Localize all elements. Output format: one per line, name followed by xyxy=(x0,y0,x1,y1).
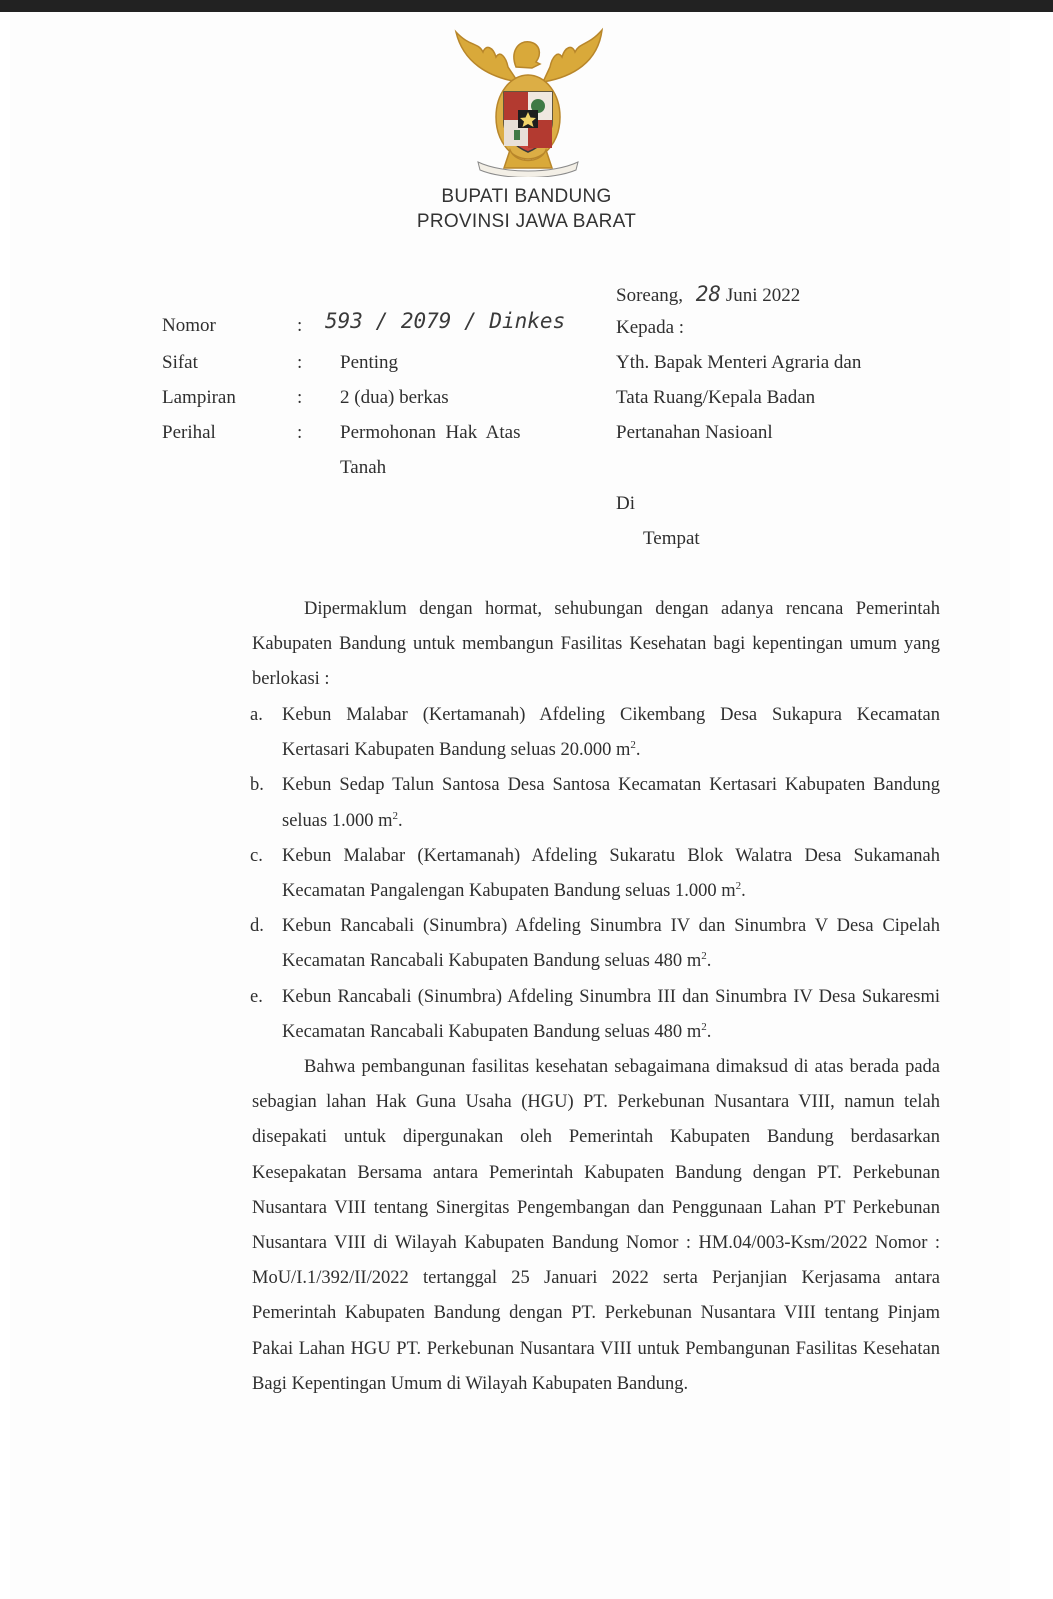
area-unit-exponent: 2 xyxy=(630,739,636,752)
list-item-text: Kebun Rancabali (Sinumbra) Afdeling Sinumbra III dan Sinumbra IV Desa Sukaresmi Kecamatan Rancabali Kabupaten Bandung seluas 480 xyxy=(282,986,940,1042)
list-marker: a. xyxy=(250,705,263,725)
lampiran-value: 2 (dua) berkas xyxy=(340,387,449,408)
header-line-1: BUPATI BANDUNG xyxy=(441,186,612,207)
sifat-value: Penting xyxy=(340,352,399,373)
body-intro: Dipermaklum dengan hormat, sehubungan dengan adanya rencana Pemerintah Kabupaten Bandung untuk membangun Fasilitas Kesehatan bagi kepentingan umum yang berlokasi : xyxy=(252,599,940,690)
area-unit: m xyxy=(378,810,393,831)
area-unit-exponent: 2 xyxy=(701,1020,707,1033)
location-list xyxy=(250,698,940,1050)
list-item: e. Kebun Rancabali (Sinumbra) Afdeling Sinumbra III dan Sinumbra IV Desa Sukaresmi Kecamatan Rancabali Kabupaten Bandung seluas 480 $m^2$. xyxy=(250,980,940,1050)
area-unit-exponent: 2 xyxy=(735,879,742,892)
list-item-text: Kebun Malabar (Kertamanah) Afdeling Cikembang Desa Sukapura Kecamatan Kertasari Kabupaten Bandung seluas 20.000 xyxy=(282,705,940,761)
sifat-colon: : xyxy=(297,352,303,373)
recipient-line-3: Pertanahan Nasioanl xyxy=(616,422,773,443)
list-item-text: Kebun Malabar (Kertamanah) Afdeling Sukaratu Blok Walatra Desa Sukamanah Kecamatan Pangalengan Kabupaten Bandung seluas 1.000 xyxy=(282,845,940,902)
date-day: 28 xyxy=(695,282,722,306)
body-closing: Bahwa pembangunan fasilitas kesehatan sebagaimana dimaksud di atas berada pada sebagian lahan Hak Guna Usaha (HGU) PT. Perkebunan Nusantara VIII, namun telah disepakati untuk dipergunakan oleh Pemerintah Kabupaten Bandung berdasarkan Kesepakatan Bersama antara Pemerintah Kabupaten Bandung dengan PT. Perkebunan Nusantara VIII tentang Sinergitas Pengembangan dan Penggunaan Lahan PT Perkebunan Nusantara VIII di Wilayah Kabupaten Bandung Nomor : HM.04/003-Ksm/2022 Nomor : MoU/I.1/392/II/2022 tertanggal 25 Januari 2022 serta Perjanjian Kerjasama antara Pemerintah Kabupaten Bandung dengan PT. Perkebunan Nusantara VIII tentang Pinjam Pakai Lahan HGU PT. Perkebunan Nusantara VIII untuk Pembangunan Fasilitas Kesehatan Bagi Kepentingan Umum di Wilayah Kabupaten Bandung. xyxy=(252,1057,940,1394)
date-place: Soreang, xyxy=(616,285,684,306)
area-unit-exponent: 2 xyxy=(701,950,707,963)
perihal-label: Perihal xyxy=(162,422,216,443)
perihal-value-line-2: Tanah xyxy=(340,457,387,478)
recipient-di: Di xyxy=(616,493,635,514)
perihal-colon: : xyxy=(297,422,303,443)
list-marker: c. xyxy=(250,845,263,866)
area-unit: m xyxy=(686,1021,702,1042)
lampiran-label: Lampiran xyxy=(162,387,236,408)
top-bar xyxy=(0,0,1053,12)
nomor-value: 593 / 2079 / Dinkes xyxy=(325,309,566,333)
list-item: c. Kebun Malabar (Kertamanah) Afdeling Sukaratu Blok Walatra Desa Sukamanah Kecamatan Pangalengan Kabupaten Bandung seluas 1.000 $m^2$. xyxy=(250,839,940,909)
list-marker: e. xyxy=(250,986,263,1007)
sifat-label: Sifat xyxy=(162,352,198,373)
perihal-value-line-1: Permohonan Hak Atas xyxy=(340,422,521,443)
lampiran-colon: : xyxy=(297,387,303,408)
recipient-tempat: Tempat xyxy=(643,528,700,549)
recipient-line-1: Yth. Bapak Menteri Agraria dan xyxy=(616,352,862,373)
list-item: a. Kebun Malabar (Kertamanah) Afdeling Cikembang Desa Sukapura Kecamatan Kertasari Kabupaten Bandung seluas 20.000 $m^2$. xyxy=(250,698,940,768)
list-item-text: Kebun Sedap Talun Santosa Desa Santosa Kecamatan Kertasari Kabupaten Bandung seluas 1.000 xyxy=(282,775,940,831)
date-line xyxy=(616,282,800,307)
list-item: d. Kebun Rancabali (Sinumbra) Afdeling Sinumbra IV dan Sinumbra V Desa Cipelah Kecamatan Rancabali Kabupaten Bandung seluas 480 $m^2$. xyxy=(250,909,940,979)
nomor-colon: : xyxy=(297,315,303,336)
recipient-kepada: Kepada : xyxy=(616,317,685,338)
header-line-2: PROVINSI JAWA BARAT xyxy=(416,211,637,232)
list-item-text: Kebun Rancabali (Sinumbra) Afdeling Sinumbra IV dan Sinumbra V Desa Cipelah Kecamatan Rancabali Kabupaten Bandung seluas 480 xyxy=(282,916,940,972)
area-unit: m xyxy=(686,951,702,972)
list-item: b. Kebun Sedap Talun Santosa Desa Santosa Kecamatan Kertasari Kabupaten Bandung seluas 1.000 $m^2$. xyxy=(250,768,940,838)
list-marker: b. xyxy=(250,775,264,796)
area-unit: m xyxy=(615,740,631,761)
date-month-year: Juni 2022 xyxy=(725,285,801,306)
nomor-label: Nomor xyxy=(162,315,216,336)
recipient-line-2: Tata Ruang/Kepala Badan xyxy=(616,387,816,408)
list-marker: d. xyxy=(250,916,264,937)
garuda-emblem-icon xyxy=(448,22,608,177)
area-unit: m xyxy=(721,881,736,902)
area-unit-exponent: 2 xyxy=(392,809,398,822)
